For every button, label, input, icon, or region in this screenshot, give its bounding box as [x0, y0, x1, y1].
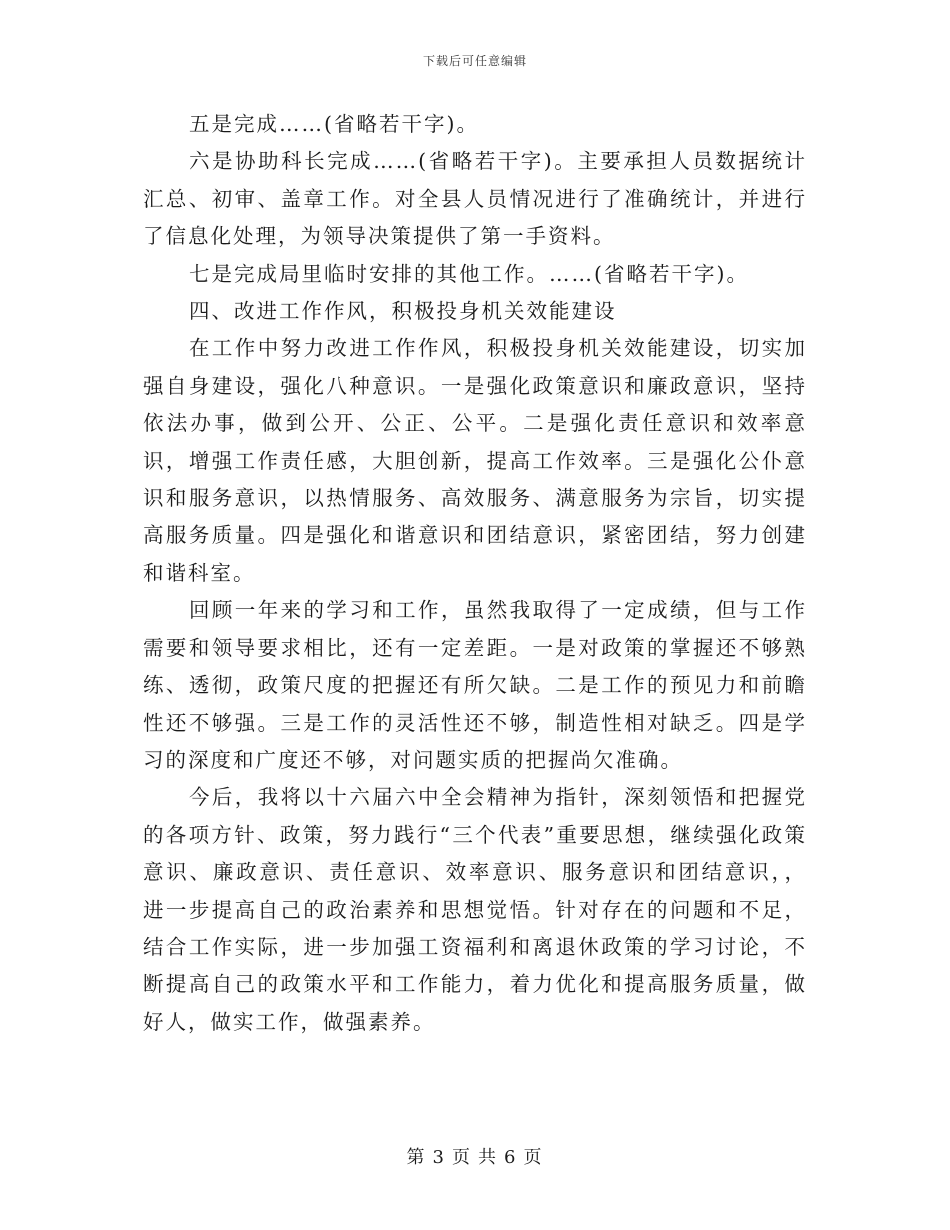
paragraph-review: 回顾一年来的学习和工作，虽然我取得了一定成绩，但与工作需要和领导要求相比，还有一定差距。一是对政策的掌握还不够熟练、透彻，政策尺度的把握还有所欠缺。二是工作的预见力和前瞻性还不够强。三是工作的灵活性还不够，制造性相对缺乏。四是学习的深度和广度还不够，对问题实质的把握尚欠准确。: [143, 598, 807, 772]
total-pages-number: 6: [504, 1147, 518, 1168]
paragraph-item-5: 五是完成……(省略若干字)。: [189, 112, 479, 136]
section-heading-4: 四、改进工作作风，积极投身机关效能建设: [189, 299, 617, 324]
paragraph-item-7: 七是完成局里临时安排的其他工作。……(省略若干字)。: [189, 261, 749, 286]
page-footer: [0, 1143, 950, 1169]
current-page-number: 3: [432, 1147, 446, 1168]
page-prefix: 第: [406, 1147, 427, 1168]
total-prefix: 共: [478, 1147, 498, 1168]
page-word: 页: [452, 1147, 472, 1168]
paragraph-future: 今后，我将以十六届六中全会精神为指针，深刻领悟和把握党的各项方针、政策，努力践行“三个代表”重要思想，继续强化政策意识、廉政意识、责任意识、效率意识、服务意识和团结意识，，进一步提高自己的政治素养和思想觉悟。针对存在的问题和不足，结合工作实际，进一步加强工资福利和离退休政策的学习讨论，不断提高自己的政策水平和工作能力，着力优化和提高服务质量，做好人，做实工作，做强素养。: [143, 785, 807, 1034]
paragraph-work-style: 在工作中努力改进工作作风，积极投身机关效能建设，切实加强自身建设，强化八种意识。一是强化政策意识和廉政意识，坚持依法办事，做到公开、公正、公平。二是强化责任意识和效率意识，增强工作责任感，大胆创新，提高工作效率。三是强化公仆意识和服务意识，以热情服务、高效服务、满意服务为宗旨，切实提高服务质量。四是强化和谐意识和团结意识，紧密团结，努力创建和谐科室。: [143, 336, 807, 585]
paragraph-item-6: 六是协助科长完成……(省略若干字)。主要承担人员数据统计汇总、初审、盖章工作。对全县人员情况进行了准确统计，并进行了信息化处理，为领导决策提供了第一手资料。: [143, 149, 807, 249]
total-suffix: 页: [523, 1147, 544, 1168]
document-body: [143, 106, 807, 1041]
page-header-note: 下载后可任意编辑: [422, 54, 527, 68]
